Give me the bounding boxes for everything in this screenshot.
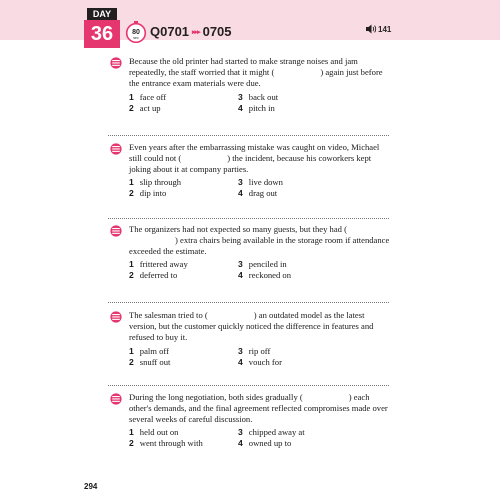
option-number: 4: [238, 357, 243, 367]
audio-track[interactable]: [366, 24, 391, 34]
stem-text-before: Even years after the embarrassing mistake was caught on video, Michael still could not (: [129, 142, 380, 163]
answer-option-4[interactable]: [238, 438, 291, 449]
stem-text-before: The organizers had not expected so many guests, but they had (: [129, 224, 347, 234]
question-range: [150, 24, 232, 39]
option-text: deferred to: [139, 270, 178, 280]
option-number: 2: [129, 270, 134, 280]
header-band: [0, 0, 500, 40]
option-number: 3: [238, 92, 243, 102]
question-marker-icon: [110, 393, 122, 405]
stem-text-before: The salesman tried to (: [129, 310, 208, 320]
timer-unit: sec: [133, 36, 139, 40]
option-text: act up: [139, 103, 161, 113]
answer-option-3[interactable]: [238, 427, 305, 438]
answer-option-2[interactable]: [129, 357, 170, 368]
answer-option-3[interactable]: [238, 177, 283, 188]
answer-option-2[interactable]: [129, 438, 203, 449]
stem-text-after: ) again just before the entrance exam materials were due.: [129, 67, 383, 88]
option-number: 1: [129, 259, 134, 269]
option-text: live down: [248, 177, 283, 187]
question-marker-icon: [110, 311, 122, 323]
range-end: 0705: [202, 24, 232, 39]
option-text: owned up to: [248, 438, 292, 448]
question-stem: [129, 56, 391, 89]
answer-option-3[interactable]: [238, 346, 270, 357]
option-number: 4: [238, 270, 243, 280]
option-text: rip off: [248, 346, 271, 356]
question-divider: [108, 302, 389, 303]
option-number: 2: [129, 438, 134, 448]
option-number: 1: [129, 427, 134, 437]
option-text: slip through: [139, 177, 182, 187]
answer-option-4[interactable]: [238, 103, 275, 114]
option-number: 3: [238, 427, 243, 437]
option-text: vouch for: [248, 357, 282, 367]
question-divider: [108, 135, 389, 136]
answer-option-3[interactable]: [238, 92, 278, 103]
answer-option-2[interactable]: [129, 270, 177, 281]
answer-option-1[interactable]: [129, 177, 181, 188]
page-number: 294: [84, 482, 98, 491]
question-stem: [129, 392, 391, 425]
option-text: penciled in: [248, 259, 287, 269]
timer-value: 80: [132, 29, 140, 36]
stem-text-before: During the long negotiation, both sides gradually (: [129, 392, 303, 402]
range-start: Q0701: [150, 24, 190, 39]
answer-option-1[interactable]: [129, 427, 178, 438]
option-number: 3: [238, 346, 243, 356]
question-stem: [129, 310, 391, 343]
option-number: 2: [129, 188, 134, 198]
question-divider: [108, 218, 389, 219]
stem-text-before: Because the old printer had started to make strange noises and jam repeatedly, the staff worried that it might (: [129, 56, 358, 77]
stem-text-after: ) an outdated model as the latest version, but the customer quickly noticed the difference in features and refused to buy it.: [129, 310, 374, 342]
option-number: 4: [238, 188, 243, 198]
option-number: 3: [238, 259, 243, 269]
answer-option-4[interactable]: [238, 188, 277, 199]
answer-option-1[interactable]: [129, 92, 166, 103]
question-stem: [129, 224, 391, 257]
option-text: reckoned on: [248, 270, 292, 280]
option-text: went through with: [139, 438, 203, 448]
option-text: chipped away at: [248, 427, 305, 437]
stem-text-after: ) extra chairs being available in the storage room if attendance exceeded the estimate.: [129, 235, 390, 256]
day-number: 36: [84, 20, 120, 48]
stem-text-after: ) each other's demands, and the final agreement reflected compromises made over several weeks of careful discussion.: [129, 392, 388, 424]
option-text: snuff out: [139, 357, 171, 367]
day-label: DAY: [87, 8, 117, 20]
option-text: palm off: [139, 346, 169, 356]
option-number: 4: [238, 103, 243, 113]
answer-option-4[interactable]: [238, 270, 291, 281]
option-text: frittered away: [139, 259, 188, 269]
option-number: 4: [238, 438, 243, 448]
answer-option-2[interactable]: [129, 103, 161, 114]
answer-option-2[interactable]: [129, 188, 166, 199]
answer-option-4[interactable]: [238, 357, 282, 368]
question-marker-icon: [110, 225, 122, 237]
option-text: pitch in: [248, 103, 275, 113]
question-stem: [129, 142, 391, 175]
option-number: 1: [129, 346, 134, 356]
option-text: held out on: [139, 427, 179, 437]
option-number: 3: [238, 177, 243, 187]
question-marker-icon: [110, 143, 122, 155]
option-text: back out: [248, 92, 279, 102]
answer-option-1[interactable]: [129, 346, 169, 357]
option-number: 2: [129, 103, 134, 113]
option-text: dip into: [139, 188, 167, 198]
option-text: drag out: [248, 188, 278, 198]
speaker-icon: [366, 24, 377, 34]
question-divider: [108, 385, 389, 386]
stopwatch-icon: [125, 21, 147, 43]
option-number: 1: [129, 92, 134, 102]
option-number: 2: [129, 357, 134, 367]
answer-option-1[interactable]: [129, 259, 188, 270]
option-number: 1: [129, 177, 134, 187]
option-text: face off: [139, 92, 167, 102]
audio-track-number: 141: [378, 24, 392, 34]
range-arrows: ▸▸▸: [192, 29, 200, 36]
question-marker-icon: [110, 57, 122, 69]
answer-option-3[interactable]: [238, 259, 287, 270]
stem-text-after: ) the incident, because his coworkers kept joking about it at company parties.: [129, 153, 372, 174]
